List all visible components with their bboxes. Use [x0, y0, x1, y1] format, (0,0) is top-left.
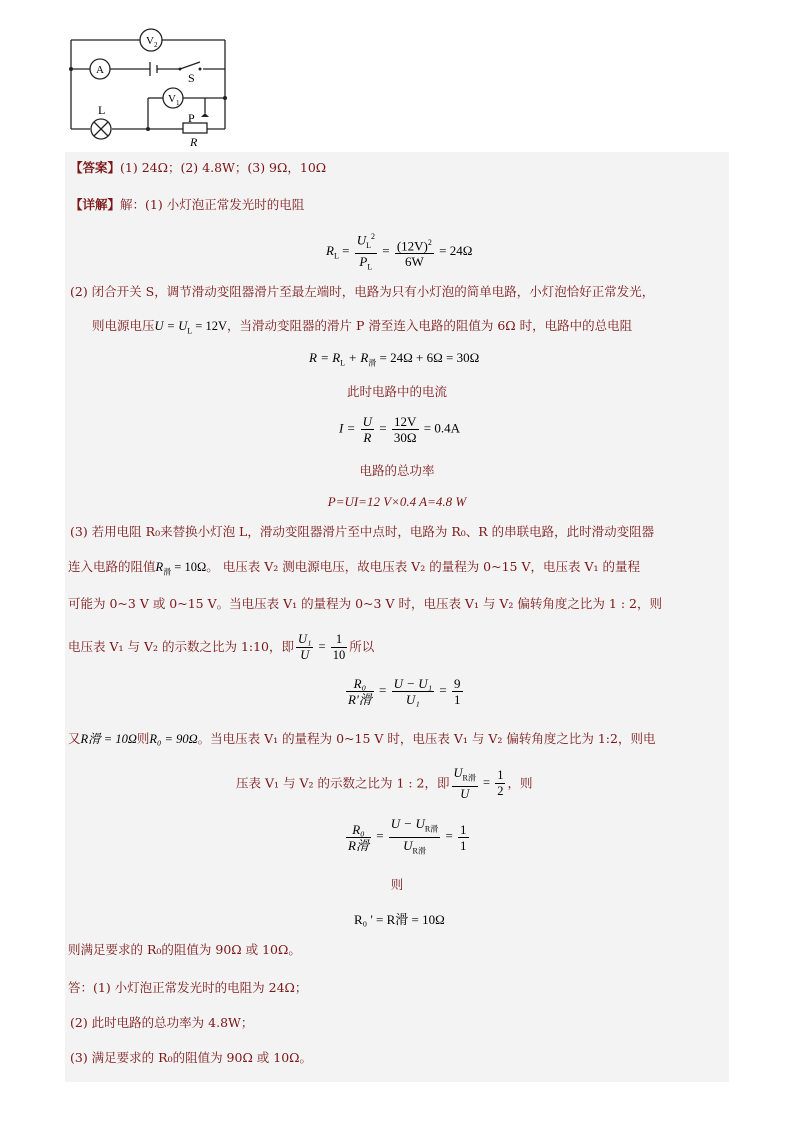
- equation-final: R₀ ' = R滑 = 10Ω: [354, 912, 445, 927]
- eq1-lhs-sub: L: [333, 251, 339, 261]
- detail-label: 【详解】: [70, 197, 121, 212]
- eq3-num2: 12V: [392, 414, 419, 430]
- answer-summary-1: 答：(1) 小灯泡正常发光时的电阻为 24Ω；: [68, 980, 308, 995]
- part3-frac2: [331, 632, 348, 663]
- answer-line: [70, 160, 326, 176]
- eq1-num2: (12V): [396, 237, 428, 253]
- part3-line4a: 电压表 V₁ 与 V₂ 的示数之比为 1:10，即: [68, 639, 295, 654]
- eq2-end: = 24Ω + 6Ω = 30Ω: [376, 350, 480, 365]
- part2-math: U = U: [154, 319, 188, 333]
- eq1-num: U: [356, 232, 367, 248]
- eq2-mid: + R: [345, 350, 369, 365]
- lamp-label: L: [98, 103, 106, 117]
- part3-frac2-num: 1: [331, 632, 348, 648]
- part3-frac1: [296, 632, 313, 663]
- equation-total-resistance: [309, 350, 479, 369]
- equation-ratio-2: $\frac{\text{R₀}}{\text{R滑}}$ = $\frac{U - U_{R滑}}{U_{R滑}}$ = $\frac{1}{1}$: [344, 816, 471, 858]
- circuit-diagram: [60, 22, 240, 152]
- eq1-result: = 24Ω: [439, 242, 473, 258]
- eq3-num: U: [362, 414, 372, 429]
- eq1-den2: 6W: [404, 253, 424, 269]
- eq1-num2-sup: 2: [427, 237, 432, 247]
- eq6-den: R滑: [348, 837, 369, 853]
- eq6-frac3: [458, 822, 469, 853]
- eq6-frac1: [346, 822, 371, 853]
- detail-text: 解：(1) 小灯泡正常发光时的电阻: [120, 197, 305, 212]
- eq1-frac1: [355, 229, 377, 275]
- eq1-frac2: [395, 235, 434, 269]
- part4-line2b: ，则: [507, 775, 533, 791]
- eq1-num-sub: L: [366, 240, 371, 250]
- part4-frac2-den: 2: [497, 784, 504, 799]
- part2-line2: [92, 318, 632, 340]
- part3-line2a: 连入电路的阻值: [68, 559, 156, 574]
- eq3-frac2: [392, 414, 419, 445]
- power-label: 电路的总功率: [359, 463, 435, 478]
- part3-line1: (3) 若用电阻 R₀来替换小灯泡 L，滑动变阻器滑片至中点时，电路为 R₀、R 的串联电路，此时滑动变阻器: [70, 524, 655, 539]
- part3-line3: 可能为 0~3 V 或 0~15 V。当电压表 V₁ 的量程为 0~3 V 时，电压表 V₁ 与 V₂ 偏转角度之比为 1 : 2，则: [68, 596, 662, 611]
- eq2-sub2: 滑: [368, 358, 377, 368]
- eq2-sub1: L: [340, 358, 346, 368]
- part4-frac1-num: U: [453, 766, 463, 780]
- eq6-den2: U: [403, 837, 413, 853]
- eq3-result: = 0.4A: [423, 420, 460, 436]
- eq6-num: R₀: [352, 821, 365, 837]
- part3-frac1-den: U: [300, 648, 310, 662]
- then-label: 则: [390, 877, 404, 892]
- v1-label: V: [168, 93, 176, 105]
- conclusion-line: 则满足要求的 R₀的阻值为 90Ω 或 10Ω。: [68, 942, 301, 957]
- rheostat-label: R: [190, 135, 198, 149]
- part3-line2b: 。 电压表 V₂ 测电源电压，故电压表 V₂ 的量程为 0~15 V，电压表 V₁ 的量程: [206, 559, 640, 574]
- part4-line1: [68, 731, 655, 747]
- eq5-den3: 1: [454, 692, 461, 707]
- part3-line4: 电压表 V₁ 与 V₂ 的示数之比为 1:10，即 $\frac{\text{U₁}}{U}$ = $\frac{1}{10}$ 所以: [68, 632, 375, 662]
- part3-math-end: = 10Ω: [171, 560, 207, 574]
- eq1-den: P: [359, 253, 368, 269]
- part2-math-sub: L: [187, 326, 193, 336]
- part4-line1b: 则: [136, 731, 150, 746]
- part4-frac2-num: 1: [497, 768, 504, 783]
- equation-ratio-1: $\frac{\text{R₀}}{\text{R'滑}}$ = $\frac{\text{U − U₁}}{\text{U₁}}$ = $\frac{9}{1}$: [348, 676, 461, 707]
- eq5-den: R'滑: [348, 692, 372, 707]
- part4-line1a: 又: [68, 731, 81, 746]
- part4-line2a: 压表 V₁ 与 V₂ 的示数之比为 1 : 2，即: [236, 775, 450, 791]
- detail-line: [70, 197, 304, 213]
- equation-current: I = $\frac{U}{R}$ = $\frac{12V}{30\Omega}$ = 0.4A: [339, 414, 460, 445]
- eq6-num2: U − U: [390, 816, 425, 831]
- eq3-den: R: [363, 430, 372, 445]
- part3-frac1-num: U₁: [298, 632, 312, 646]
- v1-sub: 1: [176, 99, 180, 107]
- part4-frac2: [495, 768, 505, 799]
- part2-line1: (2) 闭合开关 S，调节滑动变阻器滑片至最左端时，电路为只有小灯泡的简单电路，小灯泡恰好正常发光，: [70, 284, 655, 299]
- part3-math-sub: 滑: [163, 567, 172, 577]
- part4-math1: R滑 = 10Ω: [80, 732, 137, 746]
- eq2-text: R = R: [309, 350, 341, 365]
- equation-power: P=UI=12 V×0.4 A=4.8 W: [327, 494, 467, 509]
- eq1-num-sup: 2: [370, 232, 375, 241]
- part4-frac1-den: U: [460, 786, 470, 801]
- eq5-frac2: [392, 676, 435, 707]
- slider-label: P: [188, 111, 195, 125]
- equation-resistance: $R_L$ = $\frac{U_L^2}{P_L}$ = $\frac{(12V)^2}{6W}$ = 24Ω: [326, 229, 472, 275]
- eq3-frac1: [361, 414, 374, 445]
- eq5-frac3: [452, 676, 463, 707]
- answer-text: (1) 24Ω；(2) 4.8W；(3) 9Ω，10Ω: [120, 160, 327, 175]
- eq1-den-sub: L: [367, 262, 373, 272]
- eq5-den2: U₁: [405, 692, 420, 707]
- eq3-den2: 30Ω: [393, 430, 417, 445]
- part4-frac1: [452, 766, 478, 802]
- eq6-den2-sub: R滑: [412, 846, 426, 856]
- eq5-num2: U − U₁: [393, 676, 433, 691]
- part2-line2b: ，当滑动变阻器的滑片 P 滑至连入电路的阻值为 6Ω 时，电路中的总电阻: [226, 318, 633, 333]
- eq3-lhs: I =: [339, 420, 356, 436]
- answer-summary-3: (3) 满足要求的 R₀的阻值为 90Ω 或 10Ω。: [70, 1050, 313, 1065]
- part3-line4b: 所以: [349, 639, 375, 654]
- eq6-frac2: [389, 816, 440, 858]
- v2-label: V: [146, 35, 154, 47]
- eq5-frac1: [346, 676, 374, 707]
- answer-summary-2: (2) 此时电路的总功率为 4.8W；: [70, 1015, 254, 1030]
- ammeter-label: A: [96, 64, 104, 76]
- eq6-den3: 1: [460, 837, 467, 853]
- eq5-num3: 9: [454, 676, 461, 691]
- eq5-num: R₀: [353, 676, 367, 691]
- part3-frac2-den: 10: [332, 648, 346, 662]
- part2-line2a: 则电源电压: [92, 318, 155, 333]
- switch-label: S: [188, 71, 195, 85]
- v2-sub: 2: [154, 41, 158, 49]
- part4-frac1-num-sub: R滑: [462, 773, 476, 783]
- part4-math2: R₀ = 90Ω: [149, 732, 198, 746]
- part3-math: R: [155, 560, 164, 574]
- part4-line2: 压表 V₁ 与 V₂ 的示数之比为 1 : 2，即 $\frac{U_{R滑}}{U}$ = $\frac{1}{2}$ ，则: [236, 766, 533, 801]
- answer-label: 【答案】: [70, 160, 121, 175]
- eq1-lhs: R: [326, 242, 334, 258]
- part2-math-end: = 12V: [192, 319, 227, 333]
- eq6-num2-sub: R滑: [424, 824, 439, 834]
- part3-line2: [68, 559, 640, 581]
- eq6-num3: 1: [460, 821, 467, 837]
- current-label: 此时电路中的电流: [346, 384, 447, 399]
- part4-line1c: 。当电压表 V₁ 的量程为 0~15 V 时，电压表 V₁ 与 V₂ 偏转角度之比为 1:2，则电: [197, 731, 656, 746]
